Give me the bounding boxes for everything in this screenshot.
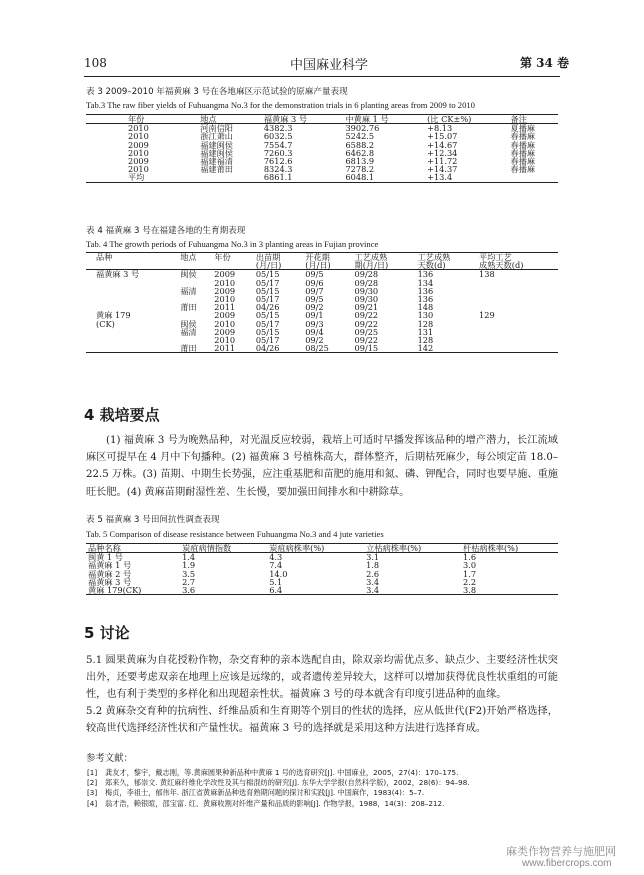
table3-cell: 7260.3 [263,147,293,158]
table4-cell: 09/28 [354,269,379,280]
reference-item [87,788,557,798]
table3-cell: 2010 [128,164,149,175]
section4-paragraph: (1) 福黄麻 3 号为晚熟品种，对光温反应较弱，栽培上可适时早播发挥该品种的增产潜力，长江流域麻区可提早在 4 月中下旬播种。(2) 福黄麻 3 号植株高大，群体整齐，后期枯死麻少，每公顷定苗 18.0–22.5 万株。(3) 苗期、中期生长势强，应注重基肥和苗肥的施用和氮、磷、钾配合，同时也要早施、重施旺长肥。(4) 黄麻苗期耐湿性差、生长慢，要加强田间排水和中耕除草。 [86,435,558,498]
table4-cell: (CK) [96,318,115,329]
table4-cell: 09/3 [305,318,324,329]
reference-text: 翁才浩，赖银暄，邵宝富. 红、黄麻收割对纤维产量和品质的影响[J]. 作物学报，1988，14(3)：208–212. [105,798,445,808]
table4-cell: 09/5 [305,269,324,280]
table4-cell: 05/15 [255,285,280,296]
table3-average-row [86,173,558,182]
table3-cell: +15.07 [427,131,458,142]
t4-h-site: 地点 [178,253,212,262]
table4-cell: 09/28 [354,277,379,288]
section5-para1: 5.1 圆果黄麻为自花授粉作物，杂交育种的亲本选配自由，除双亲均需优点多、缺点少、主要经济性状突出外，还要考虑双亲在地理上应该是远缘的，或者遗传差异较大，这样可以增加获得优良性状重组的可能性，也有利于类型的多样化和出现超亲性状。福黄麻 3 号的母本就含有印度引进品种的血缘。 [86,655,558,701]
table5-cell: 福黄麻 1 号 [88,560,132,571]
table4-cell: 130 [417,310,434,321]
table4-cell [477,287,558,295]
table3-cell: 2009 [128,139,149,150]
table5-cell: 福黄麻 2 号 [88,568,132,579]
table4-cell: 09/22 [354,318,379,329]
table5-cell: 1.9 [182,560,196,571]
table5-caption-cn: 表 5 福黄麻 3 号田间抗性调查表现 [86,515,220,525]
table3-cell: +12.34 [427,147,458,158]
table3-cell: 7554.7 [263,139,293,150]
table4-cell: 2009 [214,326,236,337]
table4-cell: 2010 [214,277,236,288]
t4-h2-7: 成熟天数(d) [477,261,558,270]
table5-cell: 14.0 [269,568,288,579]
table3-row [86,124,558,133]
reference-text: 龚友才，黎宇，戴志刚，等.黄麻圆果种新品种中黄麻 1 号的选育研究[J]. 中国麻业，2005，27(4)：170–175. [105,768,459,777]
table3-cell: +14.67 [427,139,458,150]
table4-cell [86,279,178,287]
watermark-title: 麻类作物营养与施肥网 [506,845,616,858]
table3-row [86,149,558,157]
table4-cell: 09/1 [305,310,324,321]
table4-cell: 09/5 [305,294,324,305]
table3-cell: 福建莆田 [200,164,233,175]
table4-cell: 09/4 [305,326,324,337]
t4-h2-6: 天数(d) [416,261,477,270]
table5-row [86,561,558,569]
reference-text: 郑来久，郁崇文. 黄红麻纤维化学改性及其与棉混纺的研究[J]. 东华大学学报(自然科学版)，2002，28(6)：94–98. [105,778,470,788]
table4-cell: 09/30 [354,285,379,296]
table3-avg-cell: 6048.1 [343,173,425,182]
table3-cell: +11.72 [427,156,458,167]
t4-h2-4: (月/日) [303,261,352,270]
table4-cell [86,328,178,336]
table4-cell [477,320,558,328]
table4-cell: 福清 [180,285,197,296]
table3-cell: 6032.5 [263,131,293,142]
volume-label: 第 34 卷 [520,56,570,70]
table4-cell: 2009 [214,269,236,280]
table4-cell: 09/2 [305,302,324,313]
table3-cell: 春播麻 [510,147,536,158]
t3-h-note: 备注 [509,115,559,124]
reference-number: [2] [87,778,98,788]
table4-cell: 136 [417,269,434,280]
table4-caption-en: Tab. 4 The growth periods of Fuhuangma No.3 in 3 planting areas in Fujian province [86,239,379,249]
table3-cell: 夏播麻 [510,123,536,134]
table3-caption-en: Tab.3 The raw fiber yields of Fuhuangma No.3 for the demonstration trials in 6 planting areas from 2009 to 2010 [86,100,475,110]
reference-item [87,778,557,788]
table3-cell: 8324.3 [263,164,293,175]
table4-cell: 134 [417,277,434,288]
table4-cell [86,295,178,303]
reference-number: [3] [87,788,98,798]
section4-title: 4 栽培要点 [84,406,160,424]
table3-cell: 4382.3 [263,123,293,134]
table4-cell: 09/25 [354,326,379,337]
table5-row [86,586,558,595]
table5-row [86,553,558,562]
t4-h-days: 工艺成熟 [416,253,477,262]
t4-h-flowering: 开花期 [303,253,352,262]
table4-cell: 2010 [214,318,236,329]
table4-cell: 131 [417,326,434,337]
table4-cell: 05/17 [255,318,280,329]
table5-cell: 6.4 [267,586,364,595]
table3-cell: 2010 [128,147,149,158]
table4-cell: 09/22 [354,310,379,321]
table4-cell: 2009 [214,310,236,321]
table4-cell [86,344,178,353]
table5-cell: 3.4 [364,586,461,595]
table4-cell: 128 [417,335,434,346]
t3-h-ck: (比 CK±%) [425,115,508,124]
table3-cell: +14.37 [427,164,458,175]
table4-row [86,344,558,353]
t4-h-maturity: 工艺成熟 [353,253,416,262]
table4-cell: 148 [417,302,434,313]
table5-cell: 福黄麻 3 号 [88,576,132,587]
header-rule [84,76,560,77]
journal-title: 中国麻业科学 [290,58,369,73]
table3-cell: 2009 [128,156,149,167]
table3-cell: 福建闽侯 [200,139,233,150]
table4-cell: 05/15 [255,310,280,321]
table4-cell: 福清 [180,326,197,337]
t4-h-avg-days: 平均工艺 [477,253,558,262]
watermark-url: www.fibercrops.com [522,858,612,869]
t5-h-variety: 品种名称 [86,544,180,553]
table3-cell: 7278.2 [345,164,375,175]
table4-cell: 09/15 [353,344,416,353]
table4-cell: 09/22 [354,335,379,346]
table4-cell: 2010 [214,335,236,346]
table3-cell: 福建闽侯 [200,147,233,158]
table5-cell: 2.6 [366,568,380,579]
table4 [86,252,558,353]
table3-cell: 6813.9 [345,156,375,167]
table4-cell [86,287,178,295]
table3-avg-cell: +13.4 [425,173,508,182]
table4-cell: 05/17 [255,277,280,288]
table3-cell: 春播麻 [510,164,536,175]
table5-cell: 3.4 [366,576,380,587]
t4-h2-3: (月/日) [254,261,303,270]
section5-title: 5 讨论 [84,624,130,642]
table4-cell: 2009 [214,285,236,296]
table4-cell: 黄麻 179 [96,310,131,321]
table4-cell: 05/15 [255,326,280,337]
table4-cell: 莆田 [178,344,212,353]
table4-cell: 129 [479,310,495,321]
table3-cell: 河南信阳 [200,123,233,134]
table5-cell: 5.1 [269,576,283,587]
table4-cell [477,279,558,287]
table4-cell: 08/25 [303,344,352,353]
table4-cell: 09/30 [354,294,379,305]
table3-cell: 春播麻 [510,139,536,150]
table4-cell: 05/15 [255,269,280,280]
table4-cell: 福黄麻 3 号 [96,269,140,280]
table3-cell: 6588.2 [345,139,375,150]
references-title: 参考文献： [86,753,133,764]
table3-caption-cn: 表 3 2009–2010 年福黄麻 3 号在各地麻区示范试验的原麻产量表现 [86,87,348,97]
table4-cell: 09/7 [305,285,324,296]
table3-avg-label: 平均 [86,173,198,182]
table5-cell: 7.4 [269,560,283,571]
table4-cell: 04/26 [254,344,303,353]
table3-row [86,141,558,149]
t3-h-zhonghuang1: 中黄麻 1 号 [343,115,425,124]
table4-cell: 闽侯 [180,318,197,329]
table5-caption-en: Tab. 5 Comparison of disease resistance between Fuhuangma No.3 and 4 jute varieties [86,529,384,539]
table4-caption-cn: 表 4 福黄麻 3 号在福建各地的生育期表现 [86,226,246,236]
table4-cell: 2010 [214,294,236,305]
table4-cell [477,295,558,303]
table5-header-row [86,544,558,553]
reference-text: 梅贞，李祖士，郁伟年. 浙江省黄麻新品种选育熟期问题的探讨和实践[J]. 中国麻作，1983(4)：5–7. [105,788,425,798]
table5-cell: 3.0 [463,560,477,571]
table3-cell: 3902.76 [345,123,380,134]
t3-h-site: 地点 [198,115,262,124]
table3-row [86,132,558,140]
t4-h-year: 年份 [212,253,254,262]
t5-h-anthracnose-index: 炭疽病情指数 [180,544,267,553]
table5-row [86,570,558,578]
table3-header-row [86,115,558,124]
t3-h-year: 年份 [86,115,198,124]
table5-cell: 1.8 [366,560,380,571]
table3-cell: 7612.6 [263,156,293,167]
table4-cell: 05/17 [255,294,280,305]
table3-cell: +8.13 [427,123,453,134]
table4-cell [477,336,558,344]
table5-cell: 1.7 [463,568,477,579]
table4-cell: 2011 [214,302,236,313]
table4-cell [477,344,558,353]
table5-cell: 2.2 [463,576,477,587]
section5-para2: 5.2 黄麻杂交育种的抗病性、纤维品质和生育期等个别目的性状的选择，应从低世代(F2)开始严格选择，较高世代选择经济性状和产量性状。福黄麻 3 号的选择就是采用这种方法进行选择育成。 [86,706,558,735]
table3-avg-cell: 6861.1 [262,173,344,182]
t5-h-damping-off: 立枯病株率(%) [364,544,461,553]
t4-h2-5: 期(月/日) [353,261,416,270]
table4-cell: 136 [417,294,434,305]
table3-cell: 5242.5 [345,131,375,142]
table5 [86,543,558,595]
table3-cell: 6462.8 [345,147,375,158]
table5-cell: 3.1 [366,552,380,563]
table3-row [86,157,558,165]
table4-cell: 2011 [212,344,254,353]
table3-cell: 春播麻 [510,156,536,167]
t3-h-fuhuang3: 福黄麻 3 号 [262,115,344,124]
table5-cell: 4.3 [269,552,283,563]
table5-cell: 3.8 [461,586,558,595]
reference-item [87,768,557,778]
table5-cell: 3.5 [182,568,196,579]
table3-cell: 浙江萧山 [200,131,233,142]
table4-cell [86,336,178,344]
table3-cell: 2010 [128,131,149,142]
table4-cell: 128 [417,318,434,329]
reference-number: [1] [87,768,98,777]
table4-cell: 09/6 [305,277,324,288]
t5-h-anthracnose-rate: 炭疽病株率(%) [267,544,364,553]
table4-cell: 09/21 [354,302,379,313]
t4-h-emergence: 出苗期 [254,253,303,262]
page-number: 108 [84,56,107,70]
table3-cell: 春播麻 [510,131,536,142]
reference-item [87,799,557,809]
t5-h-stem-blight: 杆枯病株率(%) [461,544,558,553]
table3-row [86,165,558,173]
table5-cell: 闽黄 1 号 [88,552,123,563]
table3-cell: 福建福清 [200,156,233,167]
t4-h-variety: 品种 [86,253,178,262]
table3 [86,114,558,183]
table4-cell: 142 [416,344,477,353]
table4-cell [477,328,558,336]
table5-cell: 3.6 [180,586,267,595]
table5-cell: 黄麻 179(CK) [86,586,180,595]
table5-cell: 1.6 [463,552,477,563]
table5-cell: 1.4 [182,552,196,563]
table5-row [86,578,558,586]
references-list [87,768,557,809]
table3-cell: 2010 [128,123,149,134]
table4-cell: 09/2 [305,335,324,346]
table4-cell: 闽侯 [180,269,197,280]
table5-cell: 2.7 [182,576,196,587]
reference-number: [4] [87,798,98,808]
table4-cell: 138 [479,269,495,280]
table4-cell: 04/26 [255,302,280,313]
table4-cell: 136 [417,285,434,296]
table4-cell: 莆田 [180,302,197,313]
table4-cell: 05/17 [255,335,280,346]
